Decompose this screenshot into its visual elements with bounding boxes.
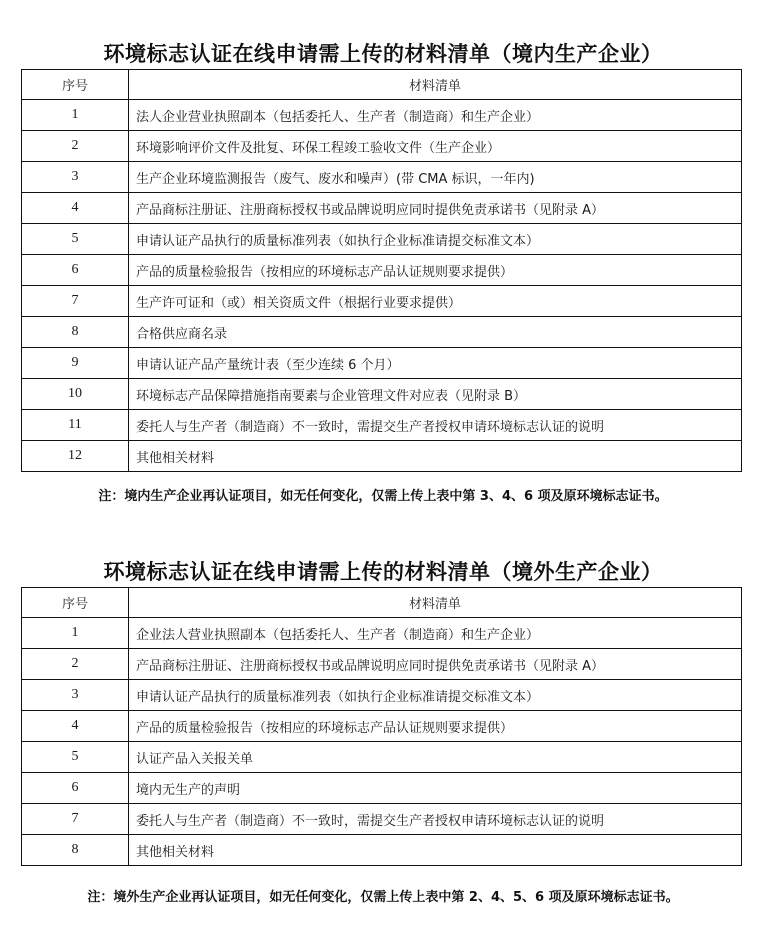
row-index: 3: [22, 680, 129, 711]
row-material: 产品商标注册证、注册商标授权书或品牌说明应同时提供免责承诺书（见附录 A）: [129, 193, 742, 224]
row-material: 生产许可证和（或）相关资质文件（根据行业要求提供）: [129, 286, 742, 317]
header-index: 序号: [22, 70, 129, 100]
row-index: 5: [22, 224, 129, 255]
overseas-materials-table: [21, 587, 742, 866]
row-material: 产品的质量检验报告（按相应的环境标志产品认证规则要求提供）: [129, 255, 742, 286]
row-index: 5: [22, 742, 129, 773]
table-row: [22, 131, 742, 162]
table-row: [22, 804, 742, 835]
row-index: 11: [22, 410, 129, 441]
row-index: 8: [22, 317, 129, 348]
row-index: 7: [22, 804, 129, 835]
row-index: 12: [22, 441, 129, 472]
header-material: 材料清单: [129, 588, 742, 618]
table-row: [22, 317, 742, 348]
row-index: 9: [22, 348, 129, 379]
table-row: [22, 348, 742, 379]
domestic-title: 环境标志认证在线申请需上传的材料清单（境内生产企业）: [103, 41, 663, 66]
row-material: 其他相关材料: [129, 835, 742, 866]
table-row: [22, 193, 742, 224]
row-material: 产品商标注册证、注册商标授权书或品牌说明应同时提供免责承诺书（见附录 A）: [129, 649, 742, 680]
header-index: 序号: [22, 588, 129, 618]
table-row: [22, 255, 742, 286]
table-row: [22, 100, 742, 131]
table-row: [22, 162, 742, 193]
row-material: 企业法人营业执照副本（包括委托人、生产者（制造商）和生产企业）: [129, 618, 742, 649]
overseas-title: 环境标志认证在线申请需上传的材料清单（境外生产企业）: [103, 559, 663, 584]
table-row: [22, 286, 742, 317]
table-row: [22, 742, 742, 773]
row-material: 境内无生产的声明: [129, 773, 742, 804]
table-row: [22, 618, 742, 649]
row-material: 生产企业环境监测报告（废气、废水和噪声）(带 CMA 标识，一年内): [129, 162, 742, 193]
row-index: 2: [22, 131, 129, 162]
table-row: [22, 773, 742, 804]
row-index: 6: [22, 255, 129, 286]
row-material: 申请认证产品执行的质量标准列表（如执行企业标准请提交标准文本）: [129, 680, 742, 711]
row-material: 合格供应商名录: [129, 317, 742, 348]
row-index: 7: [22, 286, 129, 317]
row-material: 法人企业营业执照副本（包括委托人、生产者（制造商）和生产企业）: [129, 100, 742, 131]
row-material: 申请认证产品产量统计表（至少连续 6 个月）: [129, 348, 742, 379]
table-row: [22, 649, 742, 680]
row-material: 产品的质量检验报告（按相应的环境标志产品认证规则要求提供）: [129, 711, 742, 742]
table-header-row: [22, 588, 742, 618]
row-material: 其他相关材料: [129, 441, 742, 472]
row-material: 环境标志产品保障措施指南要素与企业管理文件对应表（见附录 B）: [129, 379, 742, 410]
table-row: [22, 379, 742, 410]
table-header-row: [22, 70, 742, 100]
row-index: 3: [22, 162, 129, 193]
row-index: 2: [22, 649, 129, 680]
table-row: [22, 680, 742, 711]
table-row: [22, 410, 742, 441]
row-index: 4: [22, 711, 129, 742]
table-row: [22, 224, 742, 255]
table-row: [22, 835, 742, 866]
domestic-materials-table: [21, 69, 742, 472]
row-index: 10: [22, 379, 129, 410]
row-index: 1: [22, 100, 129, 131]
row-index: 6: [22, 773, 129, 804]
header-material: 材料清单: [129, 70, 742, 100]
row-index: 4: [22, 193, 129, 224]
row-material: 环境影响评价文件及批复、环保工程竣工验收文件（生产企业）: [129, 131, 742, 162]
table-row: [22, 711, 742, 742]
row-material: 认证产品入关报关单: [129, 742, 742, 773]
row-index: 8: [22, 835, 129, 866]
domestic-note: 注：境内生产企业再认证项目，如无任何变化，仅需上传上表中第 3、4、6 项及原环境标志证书。: [98, 489, 668, 504]
overseas-note: 注：境外生产企业再认证项目，如无任何变化，仅需上传上表中第 2、4、5、6 项及原环境标志证书。: [87, 890, 679, 905]
row-material: 委托人与生产者（制造商）不一致时，需提交生产者授权申请环境标志认证的说明: [129, 804, 742, 835]
row-index: 1: [22, 618, 129, 649]
row-material: 申请认证产品执行的质量标准列表（如执行企业标准请提交标准文本）: [129, 224, 742, 255]
row-material: 委托人与生产者（制造商）不一致时，需提交生产者授权申请环境标志认证的说明: [129, 410, 742, 441]
table-row: [22, 441, 742, 472]
